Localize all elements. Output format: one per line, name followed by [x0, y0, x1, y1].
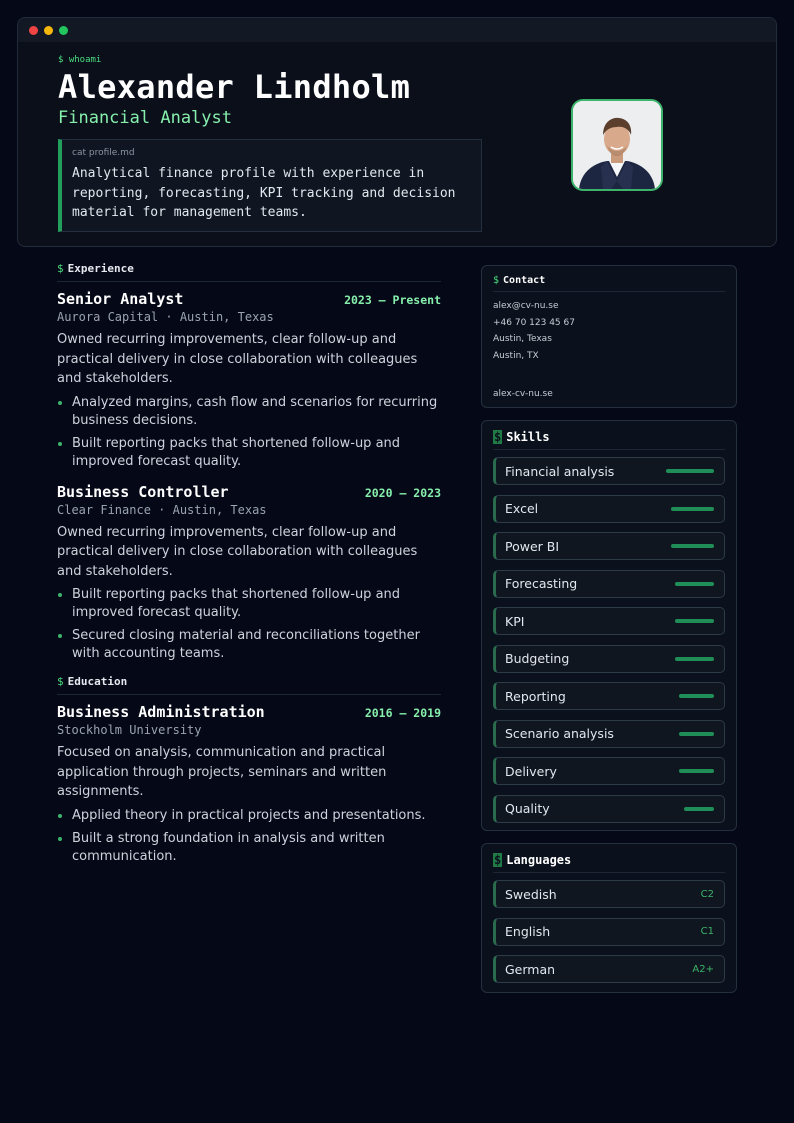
- section-prompt: $: [57, 675, 64, 688]
- contact-heading: [493, 275, 725, 292]
- language-level: C1: [700, 926, 714, 937]
- job-title: Senior Analyst: [57, 290, 184, 308]
- skill-label: KPI: [505, 613, 525, 629]
- skill-level-bar: [679, 732, 714, 736]
- job-bullet: Analyzed margins, cash flow and scenarios for recurring business decisions.: [57, 394, 441, 430]
- language-item: [493, 918, 725, 946]
- main-column: [57, 262, 441, 878]
- skill-level-bar: [679, 769, 714, 773]
- contact-email[interactable]: alex@cv-nu.se: [493, 301, 559, 311]
- job-description: Owned recurring improvements, clear follow-up and practical delivery in close collaboration with colleagues and stakeholders.: [57, 524, 418, 579]
- skill-item: [493, 495, 725, 523]
- person-role: Financial Analyst: [58, 108, 232, 128]
- skill-label: Power BI: [505, 538, 560, 554]
- job-organization: Aurora Capital · Austin, Texas: [57, 310, 274, 324]
- job-bullet: Built reporting packs that shortened follow-up and improved forecast quality.: [57, 435, 441, 471]
- education-description: Focused on analysis, communication and practical application through projects, seminars and written assignments.: [57, 745, 387, 799]
- skill-item: [493, 457, 725, 485]
- profile-box: [58, 139, 482, 232]
- contact-address-short: Austin, TX: [493, 350, 539, 361]
- skill-item: [493, 720, 725, 748]
- skill-item: [493, 570, 725, 598]
- skills-list: [493, 457, 725, 823]
- job-bullets: [57, 394, 441, 471]
- job-dates: 2020 – 2023: [364, 485, 441, 500]
- skill-label: Delivery: [505, 763, 557, 779]
- job-title: Business Controller: [57, 482, 229, 501]
- language-level: C2: [700, 888, 714, 900]
- close-dot-icon: [29, 26, 38, 35]
- whoami-prompt: $ whoami: [58, 55, 102, 65]
- header-window: [17, 17, 777, 247]
- job-bullet: Built reporting packs that shortened follow-up and improved forecast quality.: [57, 586, 441, 622]
- skill-level-bar: [675, 582, 714, 586]
- skill-label: Excel: [505, 501, 539, 516]
- school-name: Stockholm University: [57, 723, 202, 737]
- languages-card: [481, 843, 737, 993]
- contact-card: [481, 265, 737, 408]
- profile-text: Analytical finance profile with experience in reporting, forecasting, KPI tracking and decision material for management teams.: [72, 166, 456, 220]
- job-bullets: [57, 586, 441, 663]
- skill-level-bar: [671, 544, 714, 548]
- education-entry: [57, 703, 441, 866]
- languages-heading: [493, 853, 725, 873]
- skill-label: Reporting: [505, 688, 566, 704]
- language-label: English: [505, 924, 551, 939]
- skill-label: Quality: [505, 801, 550, 816]
- education-heading: [57, 675, 441, 695]
- skill-label: Budgeting: [505, 651, 570, 666]
- job-dates: 2023 – Present: [344, 293, 441, 307]
- education-bullets: [57, 807, 441, 866]
- experience-heading: [57, 262, 441, 282]
- skills-heading-label: Skills: [506, 430, 550, 444]
- skill-level-bar: [666, 469, 714, 473]
- section-prompt: $: [494, 853, 502, 867]
- skill-item: [493, 532, 725, 560]
- skill-level-bar: [671, 507, 714, 511]
- section-prompt: $: [493, 275, 500, 286]
- skill-label: Forecasting: [505, 576, 578, 591]
- skill-label: Financial analysis: [505, 463, 615, 479]
- experience-heading-label: Experience: [67, 262, 134, 275]
- job-bullet: Secured closing material and reconciliations together with accounting teams.: [57, 627, 441, 663]
- skill-item: [493, 607, 725, 635]
- skills-heading: [493, 430, 725, 450]
- contact-address: Austin, Texas: [493, 334, 552, 344]
- degree-title: Business Administration: [57, 703, 265, 721]
- job-description: Owned recurring improvements, clear follow-up and practical delivery in close collaboration with colleagues and stakeholders.: [57, 332, 418, 386]
- portrait-image: [573, 101, 661, 189]
- profile-photo: [571, 99, 663, 191]
- skill-level-bar: [679, 694, 714, 698]
- education-bullet: Applied theory in practical projects and presentations.: [57, 807, 441, 825]
- skill-item: [493, 795, 725, 823]
- job-entry: [57, 290, 441, 471]
- skill-level-bar: [684, 807, 714, 811]
- job-entry: [57, 483, 441, 664]
- contact-website[interactable]: alex-cv-nu.se: [493, 389, 553, 399]
- skill-level-bar: [675, 619, 714, 623]
- education-dates: 2016 – 2019: [364, 706, 441, 720]
- contact-phone[interactable]: +46 70 123 45 67: [493, 317, 575, 328]
- minimize-dot-icon: [44, 26, 53, 35]
- languages-heading-label: Languages: [506, 853, 572, 867]
- maximize-dot-icon: [59, 26, 68, 35]
- section-prompt: $: [494, 430, 502, 444]
- section-prompt: $: [57, 262, 64, 275]
- skills-card: [481, 420, 737, 831]
- education-bullet: Built a strong foundation in analysis and written communication.: [57, 830, 441, 866]
- skill-item: [493, 682, 725, 710]
- profile-command: cat profile.md: [72, 148, 135, 158]
- language-item: [493, 880, 725, 908]
- contact-heading-label: Contact: [503, 275, 546, 286]
- language-level: A2+: [692, 963, 714, 975]
- skill-item: [493, 757, 725, 785]
- language-label: German: [505, 961, 556, 977]
- person-name: Alexander Lindholm: [58, 68, 411, 106]
- languages-list: [493, 880, 725, 983]
- language-label: Swedish: [505, 886, 557, 902]
- skill-item: [493, 645, 725, 673]
- skill-label: Scenario analysis: [505, 726, 614, 741]
- job-organization: Clear Finance · Austin, Texas: [57, 502, 267, 517]
- education-heading-label: Education: [67, 675, 128, 688]
- window-titlebar: [18, 18, 776, 42]
- language-item: [493, 955, 725, 983]
- skill-level-bar: [675, 657, 714, 661]
